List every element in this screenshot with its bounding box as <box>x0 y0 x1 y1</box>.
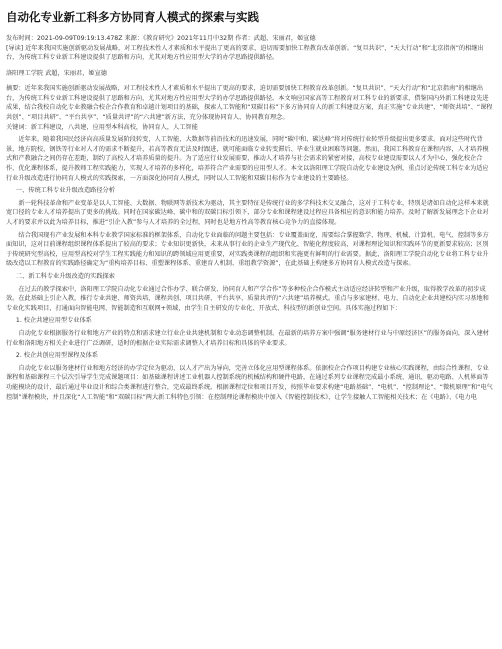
section-1-paragraph-2: 结合我国现有产业发展和本科专业教学国家标准的框架体系，自动化专业面临的问题主要包括：专业覆盖面宽，需要综合掌握数学、物理、机械、计算机、电气、控制等多方面知识，这对目前课程组织课程体系提出了较高的要求；专业知识更新快，未来从事行业的企业生产现代化、智能化程度较高，对课程理论知识和实践环节的更新要求较高；区别于传统研究型高校，应用型高校对学生工程实践能力和知识的跨领域应用更重要，对实践类课程的组织和实施更有鲜明的行业需要。据此，洛阳理工学院自动化专业将工科专业升级改造以工程教育的实践路径确定为“重构培养目标、重塑课程体系、重建育人机制、重组教学资源”，在此基础上构建多方协同育人模式改造与探索。 <box>6 231 489 268</box>
section-2-paragraph-1: 在过去的教学探索中，洛阳理工学院自动化专业通过合作办学、联合研发、协同育人和产学合作”等多种校企合作模式主动适应经济转型和产业升级，取得教学改革的初步成效。在此基础上引企入教，推行专业共建、师资共培、课程共创、项目共研、平台共享、质量共评的“六共建”培养模式。重点与多家建材、电力、自动化企业共建校内实习基地和专业化实践项目，打通面向智能电网、智能制造和互联网+领域，由学生自主研发的专业化、开放式、科技型的新创业空间。具体实施过程如下： <box>6 285 489 312</box>
intro-paragraph: 近年来，随着我国民经济向高质量发展阶段转变，人工智能、大数据等前沿技术的迅速发展，同时“碳中和、碳达峰”将对传统行业转型升级提出更多要求。面对这些时代背景，地方院校，钢铁等行业对人才的需求不断提升，若高等教育无法及时跟进，就可能面临专业转变滞后、毕业生就业困难等问题。然而，我国工科教育在课程内容，人才培养模式和产教融合之间仍存在差距，制约了高校人才培养质量的提升。为了适应行业发展需要，推动人才培养与社会需求的紧密对接，高校专业建设需要以人才为中心，强化校企合作，优化课程体系，提升教师工程实践能力，实现人才培养的多样化，培养符合产业需要的应用型人才。本文以洛阳理工学院自动化专业建设为例，重点讨论传统工科专业为适应行业升级改造进行协同育人模式的实践探索，一方面深化协同育人模式，同时以人工智能和双碳目标作为专业建设的主要路径。 <box>6 136 489 182</box>
section-2-heading: 二、新工科专业升级改造的实践探索 <box>15 272 115 280</box>
publish-meta: 发布时间：2021-09-09T09:19:13.478Z 来源：《教育研究》2021年11月中32期 作者：武超，宋丽君，姬宣德 <box>6 35 316 42</box>
section-1-heading: 一、传统工科专业升级改造路径分析 <box>15 187 115 195</box>
author-affiliation: 洛阳理工学院 武超，宋丽君，姬宣德 <box>6 69 107 77</box>
subsection-1-paragraph: 自动化专业根据服务行业和地方产业的特点和需求建立行业企业共建机制和专业动态调整机制。在最新的培养方案中强调“服务建材行业与中原经济区”的服务面向，深入建材行业和洛阳地方相关企业进行广泛调研，适时的根据企业实际需求调整人才培养目标和具体的毕业要求。 <box>6 329 489 347</box>
section-1-paragraph-1: 新一轮科技革命和产业变革是以人工智能、大数据、物联网等新技术为驱动，其主要特征是传统行业的多学科技术交叉融合，这对于工科专业，特别是诸如自动化这样本来就宽口径的专业人才培养提出了更多的挑战。同时在国家碳达峰、碳中和的双碳目标引领下，部分专业和课程建设过程应具备相应的意识和能力培养。及时了解新发展理念下企业对人才的要求并以此为培养目标，推进“引企入教”参与人才培养的全过程，同时也是地方性高等教育核心竞争力的直接体现。 <box>6 199 489 226</box>
subsection-2-heading: 2. 校企共创应用型课程及体系 <box>15 352 99 360</box>
subsection-2-paragraph: 自动化专业以服务建材行业和地方经济的办学定位为驱动，以人才产出为导向，完善立体化应用型课程体系。依据校企合作项目构建专业核心实践课程，由综合性课程、专业课程和基础课程三个层次引导学生完成课题项目：如基础课程讲述工业机器人控制系统的机械结构和硬件电路，在通过系列专业课程完成最小系统、通讯、驱动电路、人机界面等功能模块的设计，最后通过毕业设计和综合类课程进行整合，完成最终系统。根据课程定位和项目开发，按照毕业要求构建“电路基础”、“电机”、“控制理论”、“微机原理”和“电气控制”课程模块，并且深化“人工智能”和“双碳目标”两大新工科特色引领：在控制理论课程模块中加入《智能控制技术》，让学生接触人工智能相关技术；在《电路》、《电力电 <box>6 364 493 401</box>
keywords: 关键词：新工科建设，八共建，应用型本科高校，协同育人，人工智能 <box>6 123 198 131</box>
subsection-1-heading: 1. 校企共建应用型专业体系 <box>15 317 92 325</box>
article-guide: [导读] 近年来我国实施创新驱动发展战略，对工程技术性人才素质和水平提出了更高的要求，迫切需要加快工程教育改革创新。“复旦共识”、“天大行动”和“北京指南”的相继出台，为传统工科专业新工科建设提供了思路和方向，尤其对地方性应用型大学的办学思路提供路径。 <box>6 44 484 62</box>
article-title: 自动化专业新工科多方协同育人模式的探索与实践 <box>6 10 259 24</box>
abstract: 摘要：近年来我国实施创新驱动发展战略，对工程技术性人才素质和水平提出了更高的要求，迫切需要加快工程教育改革创新。“复旦共识”、“天大行动”和“北京指南”的相继出台，为传统工科专业新工科建设提供了思路和方向，尤其对地方性应用型大学的办学思路提供路径。本文响应国家高等工程教育对工科专业的新要求，借鉴国内外新工科建设先进成果，结合我校自动化专业教融合校企合作教育和卓越计划项目的基础，探索人工智能和“双碳目标”下多方协同育人的新工科建设方案，真正实施“专业共建”、“师资共培”、“课程共创”、“项目共研”、“平台共享”、“质量共评”的“六共建”新方法，充分体现协同育人、协同教育理念。 <box>6 85 493 122</box>
